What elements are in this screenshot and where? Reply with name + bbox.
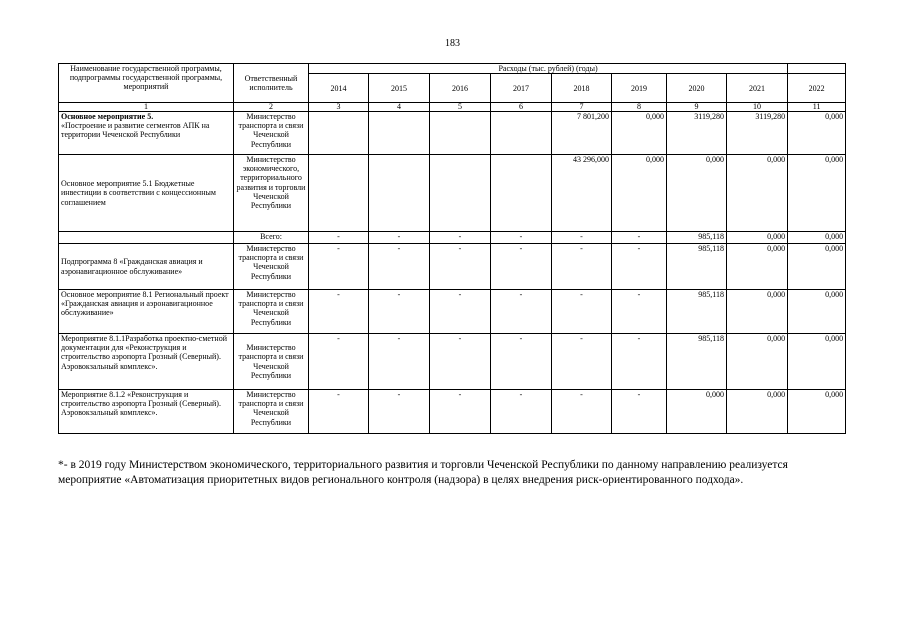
- header-year: 2022: [788, 74, 846, 103]
- row-value: 3119,280: [727, 112, 788, 155]
- row-name: Мероприятие 8.1.1Разработка проектно-сметной документации для «Реконструкция и строительство аэропорта Грозный (Северный). Аэровокзальный комплекс».: [59, 334, 234, 390]
- row-responsible: Министерство транспорта и связи Чеченской Республики: [234, 390, 309, 434]
- row-name: Мероприятие 8.1.2 «Реконструкция и строительство аэропорта Грозный (Северный). Аэровокзальный комплекс».: [59, 390, 234, 434]
- row-value: -: [309, 244, 369, 290]
- row-responsible: Министерство транспорта и связи Чеченской Республики: [234, 112, 309, 155]
- row-value: -: [612, 232, 667, 244]
- row-name-bold: Основное мероприятие 5.: [61, 112, 154, 121]
- row-value: 0,000: [788, 232, 846, 244]
- row-value: -: [491, 232, 552, 244]
- row-value: 0,000: [788, 334, 846, 390]
- header-year: 2019: [612, 74, 667, 103]
- row-value: [430, 112, 491, 155]
- row-value: -: [552, 244, 612, 290]
- table-row: [59, 112, 846, 155]
- row-value: 0,000: [788, 155, 846, 232]
- column-number: 8: [612, 103, 667, 112]
- header-expenses: Расходы (тыс. рублей) (годы): [309, 64, 788, 74]
- total-row: [59, 232, 846, 244]
- row-name-cell: [59, 112, 234, 155]
- row-responsible: Министерство транспорта и связи Чеченской Республики: [234, 244, 309, 290]
- row-value: [491, 155, 552, 232]
- header-row-top: [59, 64, 846, 74]
- row-name-rest: «Построение и развитие сегментов АПК на территории Чеченской Республики: [61, 121, 210, 140]
- table-row: [59, 244, 846, 290]
- row-value: 0,000: [612, 112, 667, 155]
- header-name: Наименование государственной программы, подпрограммы государственной программы, мероприятий: [59, 64, 234, 103]
- row-value: -: [612, 334, 667, 390]
- row-value: [430, 155, 491, 232]
- row-value: -: [612, 244, 667, 290]
- row-value: -: [369, 244, 430, 290]
- column-number: 2: [234, 103, 309, 112]
- header-year: 2017: [491, 74, 552, 103]
- row-value: 0,000: [727, 244, 788, 290]
- header-year: 2021: [727, 74, 788, 103]
- row-value: -: [491, 390, 552, 434]
- column-number: 11: [788, 103, 846, 112]
- row-responsible: Министерство транспорта и связи Чеченской Республики: [234, 334, 309, 390]
- row-value: 0,000: [727, 334, 788, 390]
- column-number: 1: [59, 103, 234, 112]
- row-responsible: Министерство экономического, территориального развития и торговли Чеченской Республики: [234, 155, 309, 232]
- row-value: -: [491, 290, 552, 334]
- row-value: -: [430, 232, 491, 244]
- row-value: [369, 112, 430, 155]
- row-value: 7 801,200: [552, 112, 612, 155]
- header-year: 2016: [430, 74, 491, 103]
- row-responsible: Министерство транспорта и связи Чеченской Республики: [234, 290, 309, 334]
- row-value: -: [309, 290, 369, 334]
- row-value: -: [309, 390, 369, 434]
- row-value: 3119,280: [667, 112, 727, 155]
- row-value: [369, 155, 430, 232]
- row-value: -: [552, 290, 612, 334]
- row-value: -: [552, 232, 612, 244]
- footnote: *- в 2019 году Министерством экономического, территориального развития и торговли Чеченской Республики по данному направлению реализуется мероприятие «Автоматизация приоритетных видов регионального контроля (надзора) в целях внедрения риск-ориентированного подхода».: [58, 459, 788, 486]
- table-row: [59, 290, 846, 334]
- empty-cell: [59, 232, 234, 244]
- row-value: -: [430, 244, 491, 290]
- row-value: -: [491, 334, 552, 390]
- header-year: 2018: [552, 74, 612, 103]
- row-name: Подпрограмма 8 «Гражданская авиация и аэронавигационное обслуживание»: [59, 244, 234, 290]
- budget-table: [58, 63, 846, 434]
- row-value: -: [369, 232, 430, 244]
- row-value: 985,118: [667, 244, 727, 290]
- row-value: -: [369, 290, 430, 334]
- row-value: [309, 155, 369, 232]
- row-value: 0,000: [612, 155, 667, 232]
- column-number: 3: [309, 103, 369, 112]
- row-value: -: [612, 390, 667, 434]
- row-value: [309, 112, 369, 155]
- column-number: 9: [667, 103, 727, 112]
- column-number: 6: [491, 103, 552, 112]
- row-value: -: [552, 334, 612, 390]
- table-row: [59, 334, 846, 390]
- row-value: 985,118: [667, 334, 727, 390]
- row-value: 985,118: [667, 290, 727, 334]
- table-row: [59, 390, 846, 434]
- column-number-row: [59, 103, 846, 112]
- row-value: -: [309, 334, 369, 390]
- row-value: 0,000: [667, 155, 727, 232]
- row-value: 0,000: [788, 112, 846, 155]
- row-value: -: [369, 390, 430, 434]
- row-value: 0,000: [788, 290, 846, 334]
- total-label: Всего:: [234, 232, 309, 244]
- column-number: 10: [727, 103, 788, 112]
- row-value: -: [430, 390, 491, 434]
- header-year: 2020: [667, 74, 727, 103]
- row-value: 43 296,000: [552, 155, 612, 232]
- row-value: [491, 112, 552, 155]
- row-value: -: [309, 232, 369, 244]
- row-value: -: [430, 334, 491, 390]
- header-year: 2014: [309, 74, 369, 103]
- row-value: 0,000: [727, 290, 788, 334]
- row-value: -: [430, 290, 491, 334]
- column-number: 5: [430, 103, 491, 112]
- row-value: 0,000: [788, 390, 846, 434]
- row-value: -: [491, 244, 552, 290]
- row-value: -: [612, 290, 667, 334]
- table-row: [59, 155, 846, 232]
- column-number: 4: [369, 103, 430, 112]
- column-number: 7: [552, 103, 612, 112]
- row-value: 0,000: [727, 155, 788, 232]
- row-name: Основное мероприятие 8.1 Региональный проект «Гражданская авиация и аэронавигационное обслуживание»: [59, 290, 234, 334]
- header-empty-cell: [788, 64, 846, 74]
- row-value: 0,000: [727, 232, 788, 244]
- page-number: 183: [445, 38, 460, 49]
- row-value: 985,118: [667, 232, 727, 244]
- header-responsible: Ответственный исполнитель: [234, 64, 309, 103]
- row-value: 0,000: [667, 390, 727, 434]
- row-value: -: [552, 390, 612, 434]
- row-value: 0,000: [727, 390, 788, 434]
- row-value: -: [369, 334, 430, 390]
- row-value: 0,000: [788, 244, 846, 290]
- header-year: 2015: [369, 74, 430, 103]
- row-name: Основное мероприятие 5.1 Бюджетные инвестиции в соответствии с концессионным соглашением: [59, 155, 234, 232]
